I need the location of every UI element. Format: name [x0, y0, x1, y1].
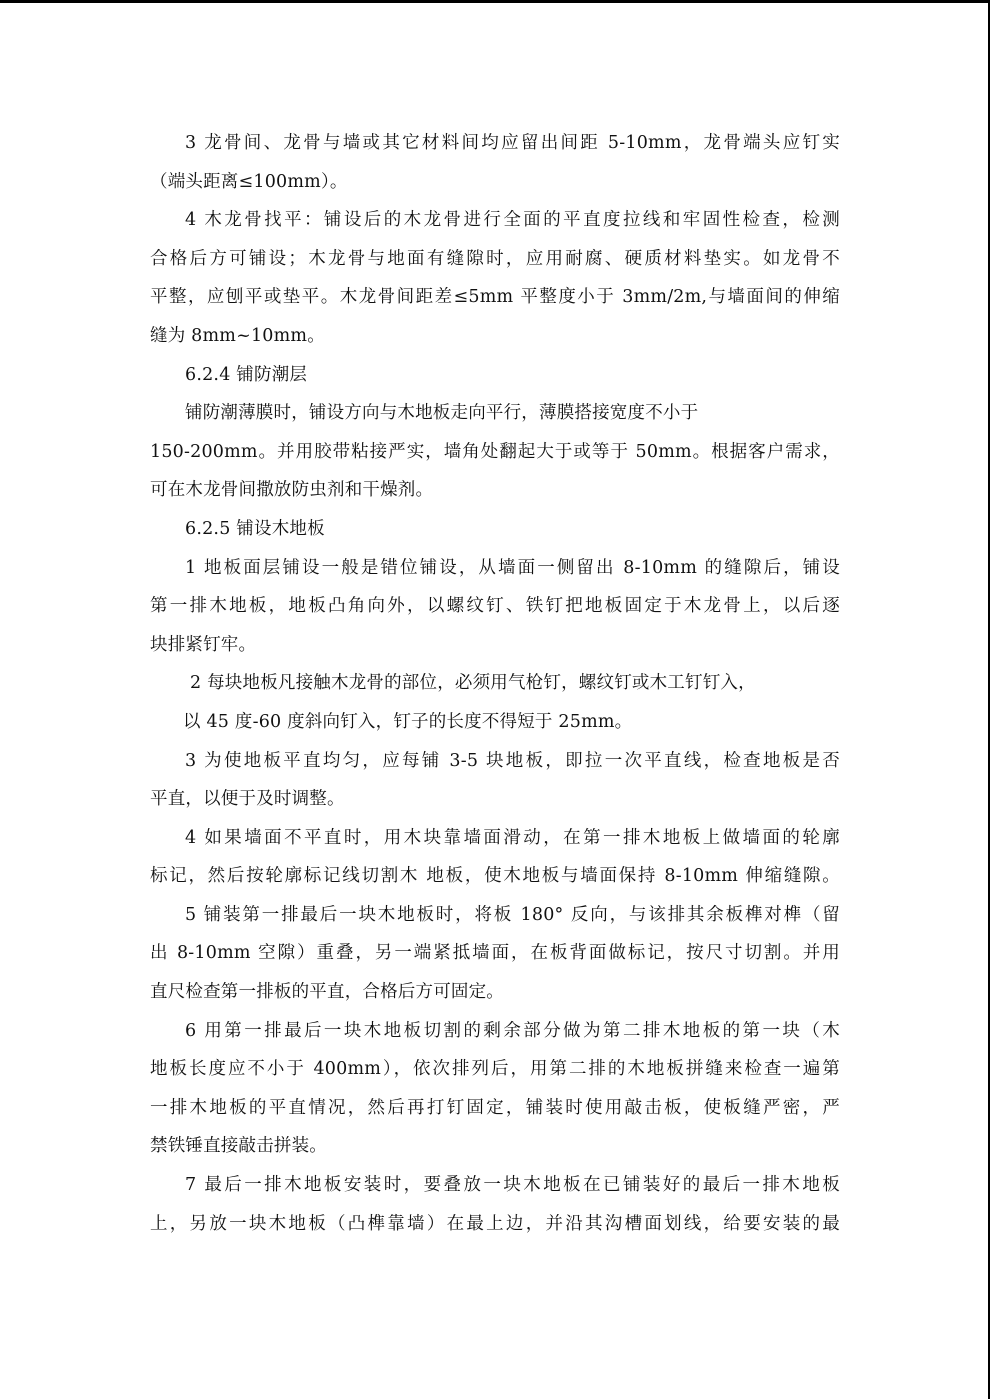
paragraph-line: 合格后方可铺设；木龙骨与地面有缝隙时，应用耐腐、硬质材料垫实。如龙骨不	[150, 248, 840, 269]
paragraph-line: 出 8-10mm 空隙）重叠，另一端紧抵墙面，在板背面做标记，按尺寸切割。并用	[150, 943, 840, 964]
paragraph-line: 块排紧钉牢。	[150, 634, 257, 655]
paragraph-line: 平整，应刨平或垫平。木龙骨间距差≤5mm 平整度小于 3mm/2m,与墙面间的伸缩	[150, 287, 840, 308]
document-page	[150, 124, 840, 1243]
paragraph-line: 5 铺装第一排最后一块木地板时，将板 180° 反向，与该排其余板榫对榫（留	[185, 904, 840, 925]
paragraph-line: 以 45 度-60 度斜向钉入，钉子的长度不得短于 25mm。	[183, 711, 633, 732]
paragraph-line: 3 龙骨间、龙骨与墙或其它材料间均应留出间距 5-10mm，龙骨端头应钉实	[185, 133, 840, 153]
paragraph-line: 7 最后一排木地板安装时，要叠放一块木地板在已铺装好的最后一排木地板	[185, 1175, 840, 1196]
paragraph-line: 1 地板面层铺设一般是错位铺设，从墙面一侧留出 8-10mm 的缝隙后，铺设	[185, 557, 840, 578]
paragraph-line: 直尺检查第一排板的平直，合格后方可固定。	[150, 982, 504, 1003]
section-heading: 6.2.4 铺防潮层	[185, 364, 308, 385]
paragraph-line: 2 每块地板凡接触木龙骨的部位，必须用气枪钉，螺纹钉或木工钉钉入，	[190, 673, 756, 694]
paragraph-line: 一排木地板的平直情况，然后再打钉固定，铺装时使用敲击板，使板缝严密，严	[150, 1097, 840, 1118]
paragraph-line: 标记，然后按轮廓标记线切割木 地板，使木地板与墙面保持 8-10mm 伸缩缝隙。	[150, 866, 840, 887]
paragraph-line: （端头距离≤100mm）。	[150, 171, 348, 192]
paragraph-line: 缝为 8mm~10mm。	[150, 325, 325, 346]
paragraph-line: 可在木龙骨间撒放防虫剂和干燥剂。	[150, 480, 434, 501]
paragraph-line: 6 用第一排最后一块木地板切割的剩余部分做为第二排木地板的第一块（木	[185, 1020, 840, 1041]
section-heading: 6.2.5 铺设木地板	[185, 518, 325, 539]
paragraph-line: 3 为使地板平直均匀，应每铺 3-5 块地板，即拉一次平直线，检查地板是否	[185, 750, 840, 771]
paragraph-line: 第一排木地板，地板凸角向外，以螺纹钉、铁钉把地板固定于木龙骨上，以后逐	[150, 596, 840, 617]
paragraph-line: 地板长度应不小于 400mm），依次排列后，用第二排的木地板拼缝来检查一遍第	[150, 1059, 840, 1080]
paragraph-line: 上，另放一块木地板（凸榫靠墙）在最上边，并沿其沟槽面划线，给要安装的最	[150, 1213, 840, 1234]
paragraph-line: 4 木龙骨找平：铺设后的木龙骨进行全面的平直度拉线和牢固性检查，检测	[185, 210, 840, 231]
paragraph-line: 铺防潮薄膜时，铺设方向与木地板走向平行，薄膜搭接宽度不小于	[185, 403, 699, 424]
paragraph-line: 150-200mm。并用胶带粘接严实，墙角处翻起大于或等于 50mm。根据客户需求，	[150, 441, 840, 462]
paragraph-line: 禁铁锤直接敲击拼装。	[150, 1136, 327, 1157]
paragraph-line: 平直，以便于及时调整。	[150, 789, 345, 810]
page-top-border	[0, 0, 990, 3]
paragraph-line: 4 如果墙面不平直时，用木块靠墙面滑动，在第一排木地板上做墙面的轮廓	[185, 827, 840, 848]
